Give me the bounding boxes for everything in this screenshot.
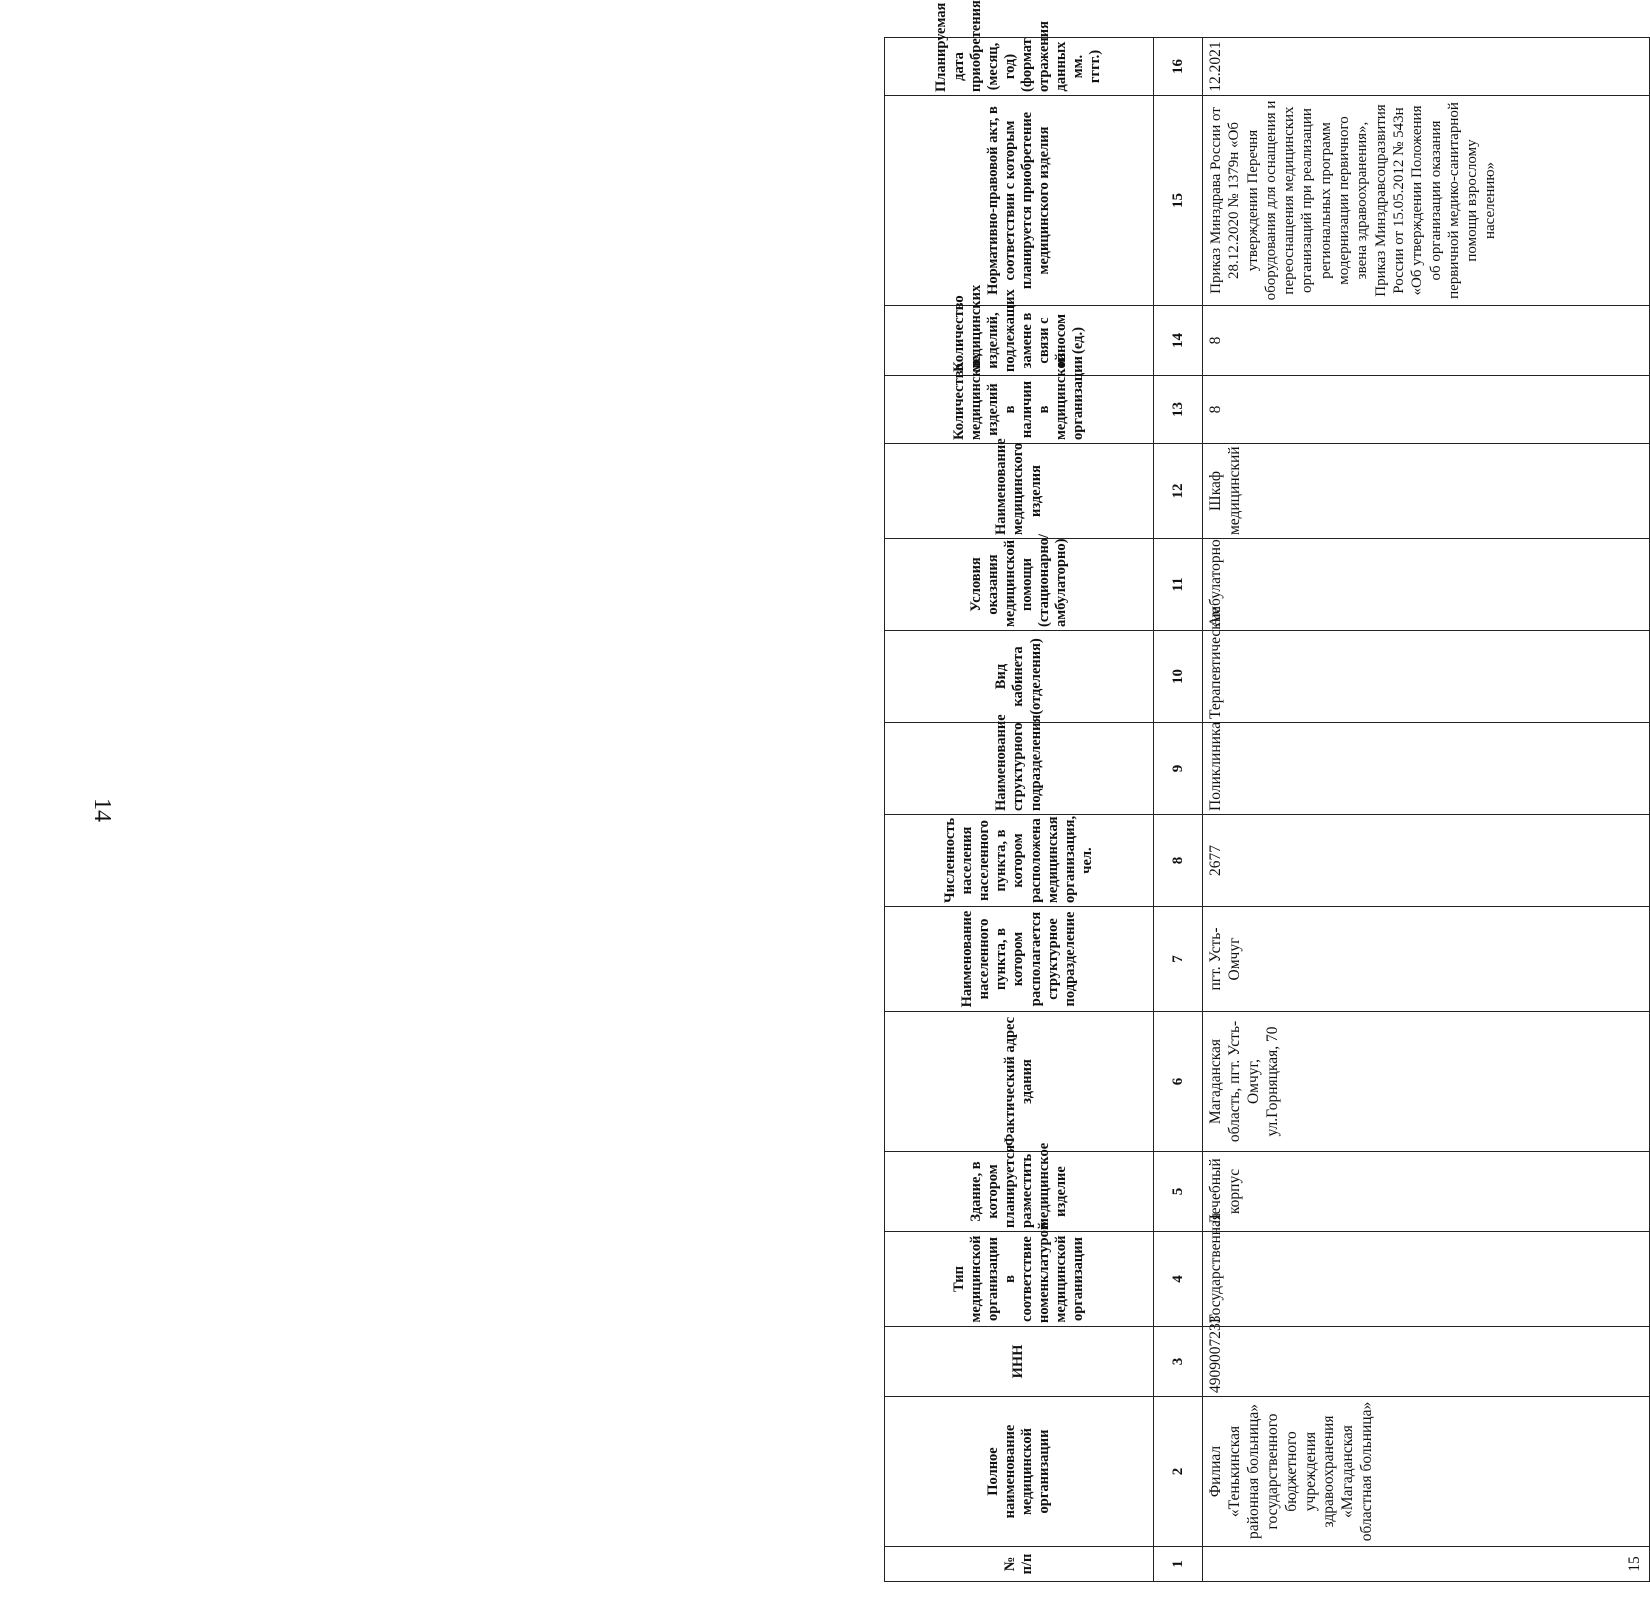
- cell-replacement-count: 8: [1203, 306, 1650, 376]
- column-number: 16: [1154, 38, 1203, 96]
- column-number: 14: [1154, 306, 1203, 376]
- cell-planned-date: 12.2021: [1203, 38, 1650, 96]
- table-row: [1203, 38, 1650, 1582]
- header-cell: Количество медицинских изделий в наличии в медицинской организации: [885, 376, 1154, 444]
- column-number: 11: [1154, 539, 1203, 631]
- header-cell: Количество медицинских изделий, подлежащих замене в связи с износом (ед.): [885, 306, 1154, 376]
- header-cell: Наименование структурного подразделения: [885, 723, 1154, 815]
- column-number: 12: [1154, 444, 1203, 539]
- header-cell: Нормативно-правовой акт, в соответствии с которым планируется приобретение медицинского изделия: [885, 96, 1154, 306]
- header-cell: Наименование медицинского изделия: [885, 444, 1154, 539]
- header-cell: Полное наименование медицинской организации: [885, 1397, 1154, 1547]
- cell-row-number: 15: [1203, 1547, 1650, 1582]
- column-number: 10: [1154, 631, 1203, 723]
- column-number: 3: [1154, 1327, 1203, 1397]
- header-cell: Тип медицинской организации в соответствие номенклатурой медицинской организации: [885, 1232, 1154, 1327]
- cell-address: Магаданская область, пгт. Усть-Омчуг, ул.Горняцкая, 70: [1203, 1012, 1650, 1152]
- header-row: [885, 38, 1154, 1582]
- table-container: [132, 0, 1644, 1582]
- cell-population: 2677: [1203, 815, 1650, 907]
- cell-inn: 4909007233: [1203, 1327, 1650, 1397]
- header-cell: Наименование населенного пункта, в котором располагается структурное подразделение: [885, 907, 1154, 1012]
- cell-organization-type: Государственная: [1203, 1232, 1650, 1327]
- column-number: 1: [1154, 1547, 1203, 1582]
- column-number: 2: [1154, 1397, 1203, 1547]
- cell-organization-name: Филиал «Тенькинская районная больница» государственного бюджетного учреждения здравоохранения «Магаданская областная больница»: [1203, 1397, 1650, 1547]
- equipment-table: [884, 0, 1650, 1582]
- cell-building: Лечебный корпус: [1203, 1152, 1650, 1232]
- column-number: 6: [1154, 1012, 1203, 1152]
- cell-settlement: пгт. Усть-Омчуг: [1203, 907, 1650, 1012]
- header-cell: Фактический адрес здания: [885, 1012, 1154, 1152]
- column-number: 7: [1154, 907, 1203, 1012]
- cell-structural-unit: Поликлиника: [1203, 723, 1650, 815]
- page-number: 14: [89, 798, 115, 822]
- column-number: 5: [1154, 1152, 1203, 1232]
- header-cell: Численность населения населенного пункта, в котором расположена медицинская организация, чел.: [885, 815, 1154, 907]
- column-number: 9: [1154, 723, 1203, 815]
- rotated-table-frame: [884, 0, 1644, 1582]
- cell-device-count: 8: [1203, 376, 1650, 444]
- cell-care-conditions: Амбулаторно: [1203, 539, 1650, 631]
- column-number: 15: [1154, 96, 1203, 306]
- header-cell: Планируемая дата приобретения (месяц, год) (формат отражения данных мм. гггг.): [885, 38, 1154, 96]
- cell-legal-act: Приказ Минздрава России от 28.12.2020 № 1379н «Об утверждении Перечня оборудования для оснащения и переоснащения медицинских организаций при реализации региональных программ модернизации первичного звена здравоохранения», Приказ Минздравсоцразвития России от 15.05.2012 № 543н «Об утверждении Положения об организации оказания первичной медико-санитарной помощи взрослому населению»: [1203, 96, 1650, 306]
- header-cell: Здание, в котором планируется разместить медицинское изделие: [885, 1152, 1154, 1232]
- column-number: 8: [1154, 815, 1203, 907]
- column-number-row: [1154, 38, 1203, 1582]
- header-cell: № п/п: [885, 1547, 1154, 1582]
- header-cell: Вид кабинета (отделения): [885, 631, 1154, 723]
- column-number: 13: [1154, 376, 1203, 444]
- column-number: 4: [1154, 1232, 1203, 1327]
- cell-cabinet-type: Терапевтические: [1203, 631, 1650, 723]
- cell-device-name: Шкаф медицинский: [1203, 444, 1650, 539]
- header-cell: ИНН: [885, 1327, 1154, 1397]
- header-cell: Условия оказания медицинской помощи (стационарно/амбулаторно): [885, 539, 1154, 631]
